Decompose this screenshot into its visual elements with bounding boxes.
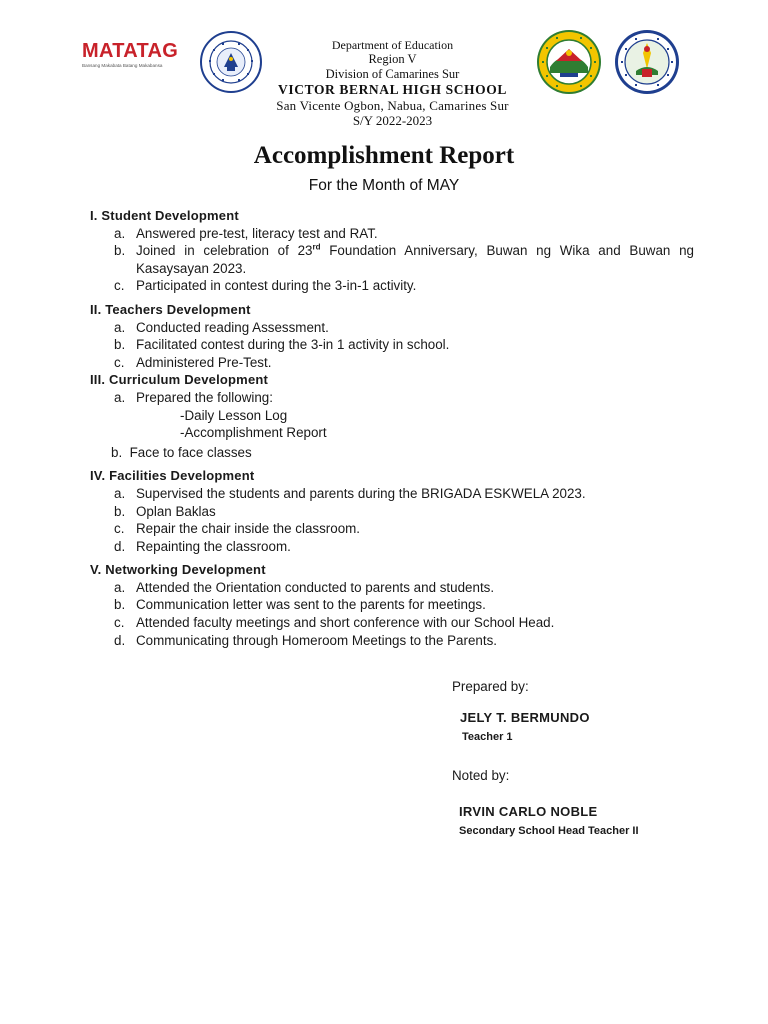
section-heading: V. Networking Development — [90, 562, 266, 578]
list-marker: a. — [114, 579, 126, 595]
section-heading: III. Curriculum Development — [90, 372, 269, 388]
department-name: Department of Education — [331, 38, 454, 52]
list-item — [90, 579, 694, 597]
list-marker: b. — [114, 597, 126, 613]
letterhead — [200, 38, 585, 128]
list-item-text: Prepared the following: — [136, 389, 273, 405]
list-marker: d. — [114, 632, 126, 648]
list-item — [90, 485, 694, 503]
school-address: San Vicente Ogbon, Nabua, Camarines Sur — [276, 98, 509, 113]
ordinal-superscript: rd — [312, 242, 321, 252]
list-item-text: Attended faculty meetings and short conference with our School Head. — [136, 615, 555, 631]
list-item — [90, 632, 694, 650]
noted-by-label: Noted by: — [452, 768, 510, 783]
list-item — [90, 225, 694, 243]
list-item — [90, 503, 694, 521]
list-item-text: Repair the chair inside the classroom. — [136, 521, 361, 537]
region-name: Region V — [368, 52, 417, 66]
list-marker: b. — [114, 243, 126, 259]
list-item-text: Communicating through Homeroom Meetings to the Parents. — [136, 632, 497, 648]
list-item — [90, 444, 694, 462]
list-item — [90, 389, 694, 407]
report-body — [90, 207, 694, 649]
list-marker: a. — [114, 225, 126, 241]
prepared-by-label: Prepared by: — [452, 679, 529, 694]
list-marker: b. — [114, 337, 126, 353]
list-item-text: Attended the Orientation conducted to parents and students. — [136, 579, 495, 595]
list-item — [90, 319, 694, 337]
report-title: Accomplishment Report — [253, 142, 515, 169]
noted-by-position: Secondary School Head Teacher II — [459, 825, 639, 837]
list-item-text: Communication letter was sent to the parents for meetings. — [136, 597, 486, 613]
list-marker: a. — [114, 485, 126, 501]
sub-list-item: -Accomplishment Report — [180, 425, 327, 441]
list-item — [90, 520, 694, 538]
list-marker: b. — [114, 503, 126, 519]
prepared-by-name: JELY T. BERMUNDO — [460, 710, 590, 725]
section-heading: I. Student Development — [90, 208, 239, 223]
list-item — [90, 596, 694, 614]
school-name: VICTOR BERNAL HIGH SCHOOL — [278, 82, 507, 97]
section-heading: IV. Facilities Development — [90, 468, 255, 484]
list-item — [90, 538, 694, 556]
list-marker: a. — [114, 389, 126, 405]
list-marker: a. — [114, 319, 126, 335]
school-year: S/Y 2022-2023 — [352, 113, 433, 128]
division-name: Division of Camarines Sur — [325, 67, 460, 81]
list-item — [90, 242, 694, 277]
report-subtitle: For the Month of MAY — [308, 177, 460, 194]
list-item-text: Conducted reading Assessment. — [136, 319, 329, 335]
list-item-text: Administered Pre-Test. — [136, 354, 272, 370]
list-marker: c. — [114, 521, 125, 537]
list-marker: b. — [111, 444, 123, 460]
list-item-text: Face to face classes — [129, 444, 252, 460]
list-item — [90, 354, 694, 372]
matatag-tagline: Bansang Makabata Batang Makabansa — [82, 63, 163, 68]
sub-list-item: -Daily Lesson Log — [180, 407, 288, 423]
list-item-text: Facilitated contest during the 3-in 1 activity in school. — [136, 337, 450, 353]
list-marker: d. — [114, 538, 126, 554]
list-item-text: Repainting the classroom. — [136, 538, 291, 554]
list-item — [90, 336, 694, 354]
list-marker: c. — [114, 354, 125, 370]
matatag-wordmark: MATATAG — [82, 40, 179, 62]
noted-by-name: IRVIN CARLO NOBLE — [459, 804, 598, 819]
list-item-text: Oplan Baklas — [136, 503, 216, 519]
school-seal-logo — [614, 29, 680, 95]
matatag-logo — [82, 40, 188, 74]
list-item-text: Participated in contest during the 3-in-1 activity. — [136, 278, 417, 294]
section-heading: II. Teachers Development — [90, 301, 251, 317]
list-item — [90, 614, 694, 632]
list-item-text: Supervised the students and parents during the BRIGADA ESKWELA 2023. — [136, 485, 586, 501]
list-item-text: Joined in celebration of 23rd Foundation Anniversary, Buwan ng Wika and Buwan ng Kasaysayan 2023. — [136, 242, 694, 276]
prepared-by-position: Teacher 1 — [462, 731, 513, 743]
list-marker: c. — [114, 615, 125, 631]
list-item — [90, 277, 694, 295]
list-item-text: Answered pre-test, literacy test and RAT. — [136, 225, 378, 241]
list-marker: c. — [114, 278, 125, 294]
